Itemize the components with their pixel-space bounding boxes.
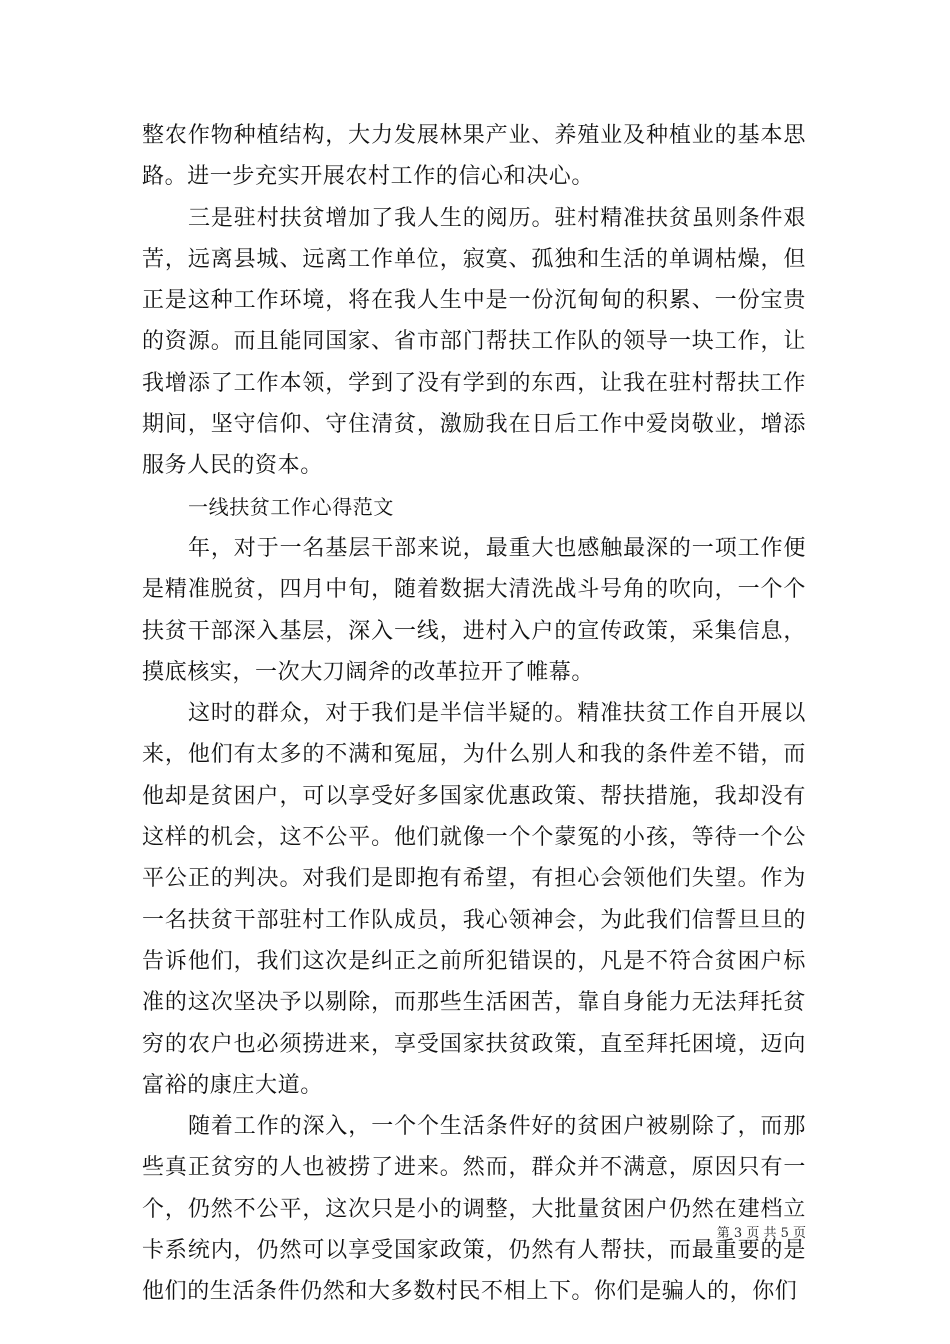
paragraph-masses-doubt: 这时的群众，对于我们是半信半疑的。精准扶贫工作自开展以来，他们有太多的不满和冤屈，为什么别人和我的条件差不错，而他却是贫困户，可以享受好多国家优惠政策、帮扶措施，我却没有这样的机会，这不公平。他们就像一个个蒙冤的小孩，等待一个公平公正的判决。对我们是即抱有希望，有担心会领他们失望。作为一名扶贫干部驻村工作队成员，我心领神会，为此我们信誓旦旦的告诉他们，我们这次是纠正之前所犯错误的，凡是不符合贫困户标准的这次坚决予以剔除，而那些生活困苦，靠自身能力无法拜托贫穷的农户也必须捞进来，享受国家扶贫政策，直至拜托困境，迈向富裕的康庄大道。 <box>142 701 806 1098</box>
paragraph-life-experience: 三是驻村扶贫增加了我人生的阅历。驻村精准扶贫虽则条件艰苦，远离县城、远离工作单位，寂寞、孤独和生活的单调枯燥，但正是这种工作环境，将在我人生中是一份沉甸甸的积累、一份宝贵的资源。而且能同国家、省市部门帮扶工作队的领导一块工作，让我增添了工作本领，学到了没有学到的东西，让我在驻村帮扶工作期间，坚守信仰、守住清贫，激励我在日后工作中爱岗敬业，增添服务人民的资本。 <box>142 205 806 479</box>
paragraph-continuation: 整农作物种植结构，大力发展林果产业、养殖业及种植业的基本思路。进一步充实开展农村工作的信心和决心。 <box>142 123 806 190</box>
paragraph-precise-poverty: 年，对于一名基层干部来说，最重大也感触最深的一项工作便是精准脱贫，四月中旬，随着数据大清洗战斗号角的吹向，一个个扶贫干部深入基层，深入一线，进村入户的宣传政策，采集信息，摸底核实，一次大刀阔斧的改革拉开了帷幕。 <box>142 535 806 685</box>
paragraph-work-deepening: 随着工作的深入，一个个生活条件好的贫困户被剔除了，而那些真正贫穷的人也被捞了进来。然而，群众并不满意，原因只有一个，仍然不公平，这次只是小的调整，大批量贫困户仍然在建档立卡系统内，仍然可以享受国家政策，仍然有人帮扶，而最重要的是他们的生活条件仍然和大多数村民不相上下。你们是骗人的，你们 <box>142 1114 806 1305</box>
section-heading: 一线扶贫工作心得范文 <box>188 494 394 519</box>
page-number: 第 3 页 共 5 页 <box>716 1226 806 1241</box>
document-body <box>142 115 806 1313</box>
